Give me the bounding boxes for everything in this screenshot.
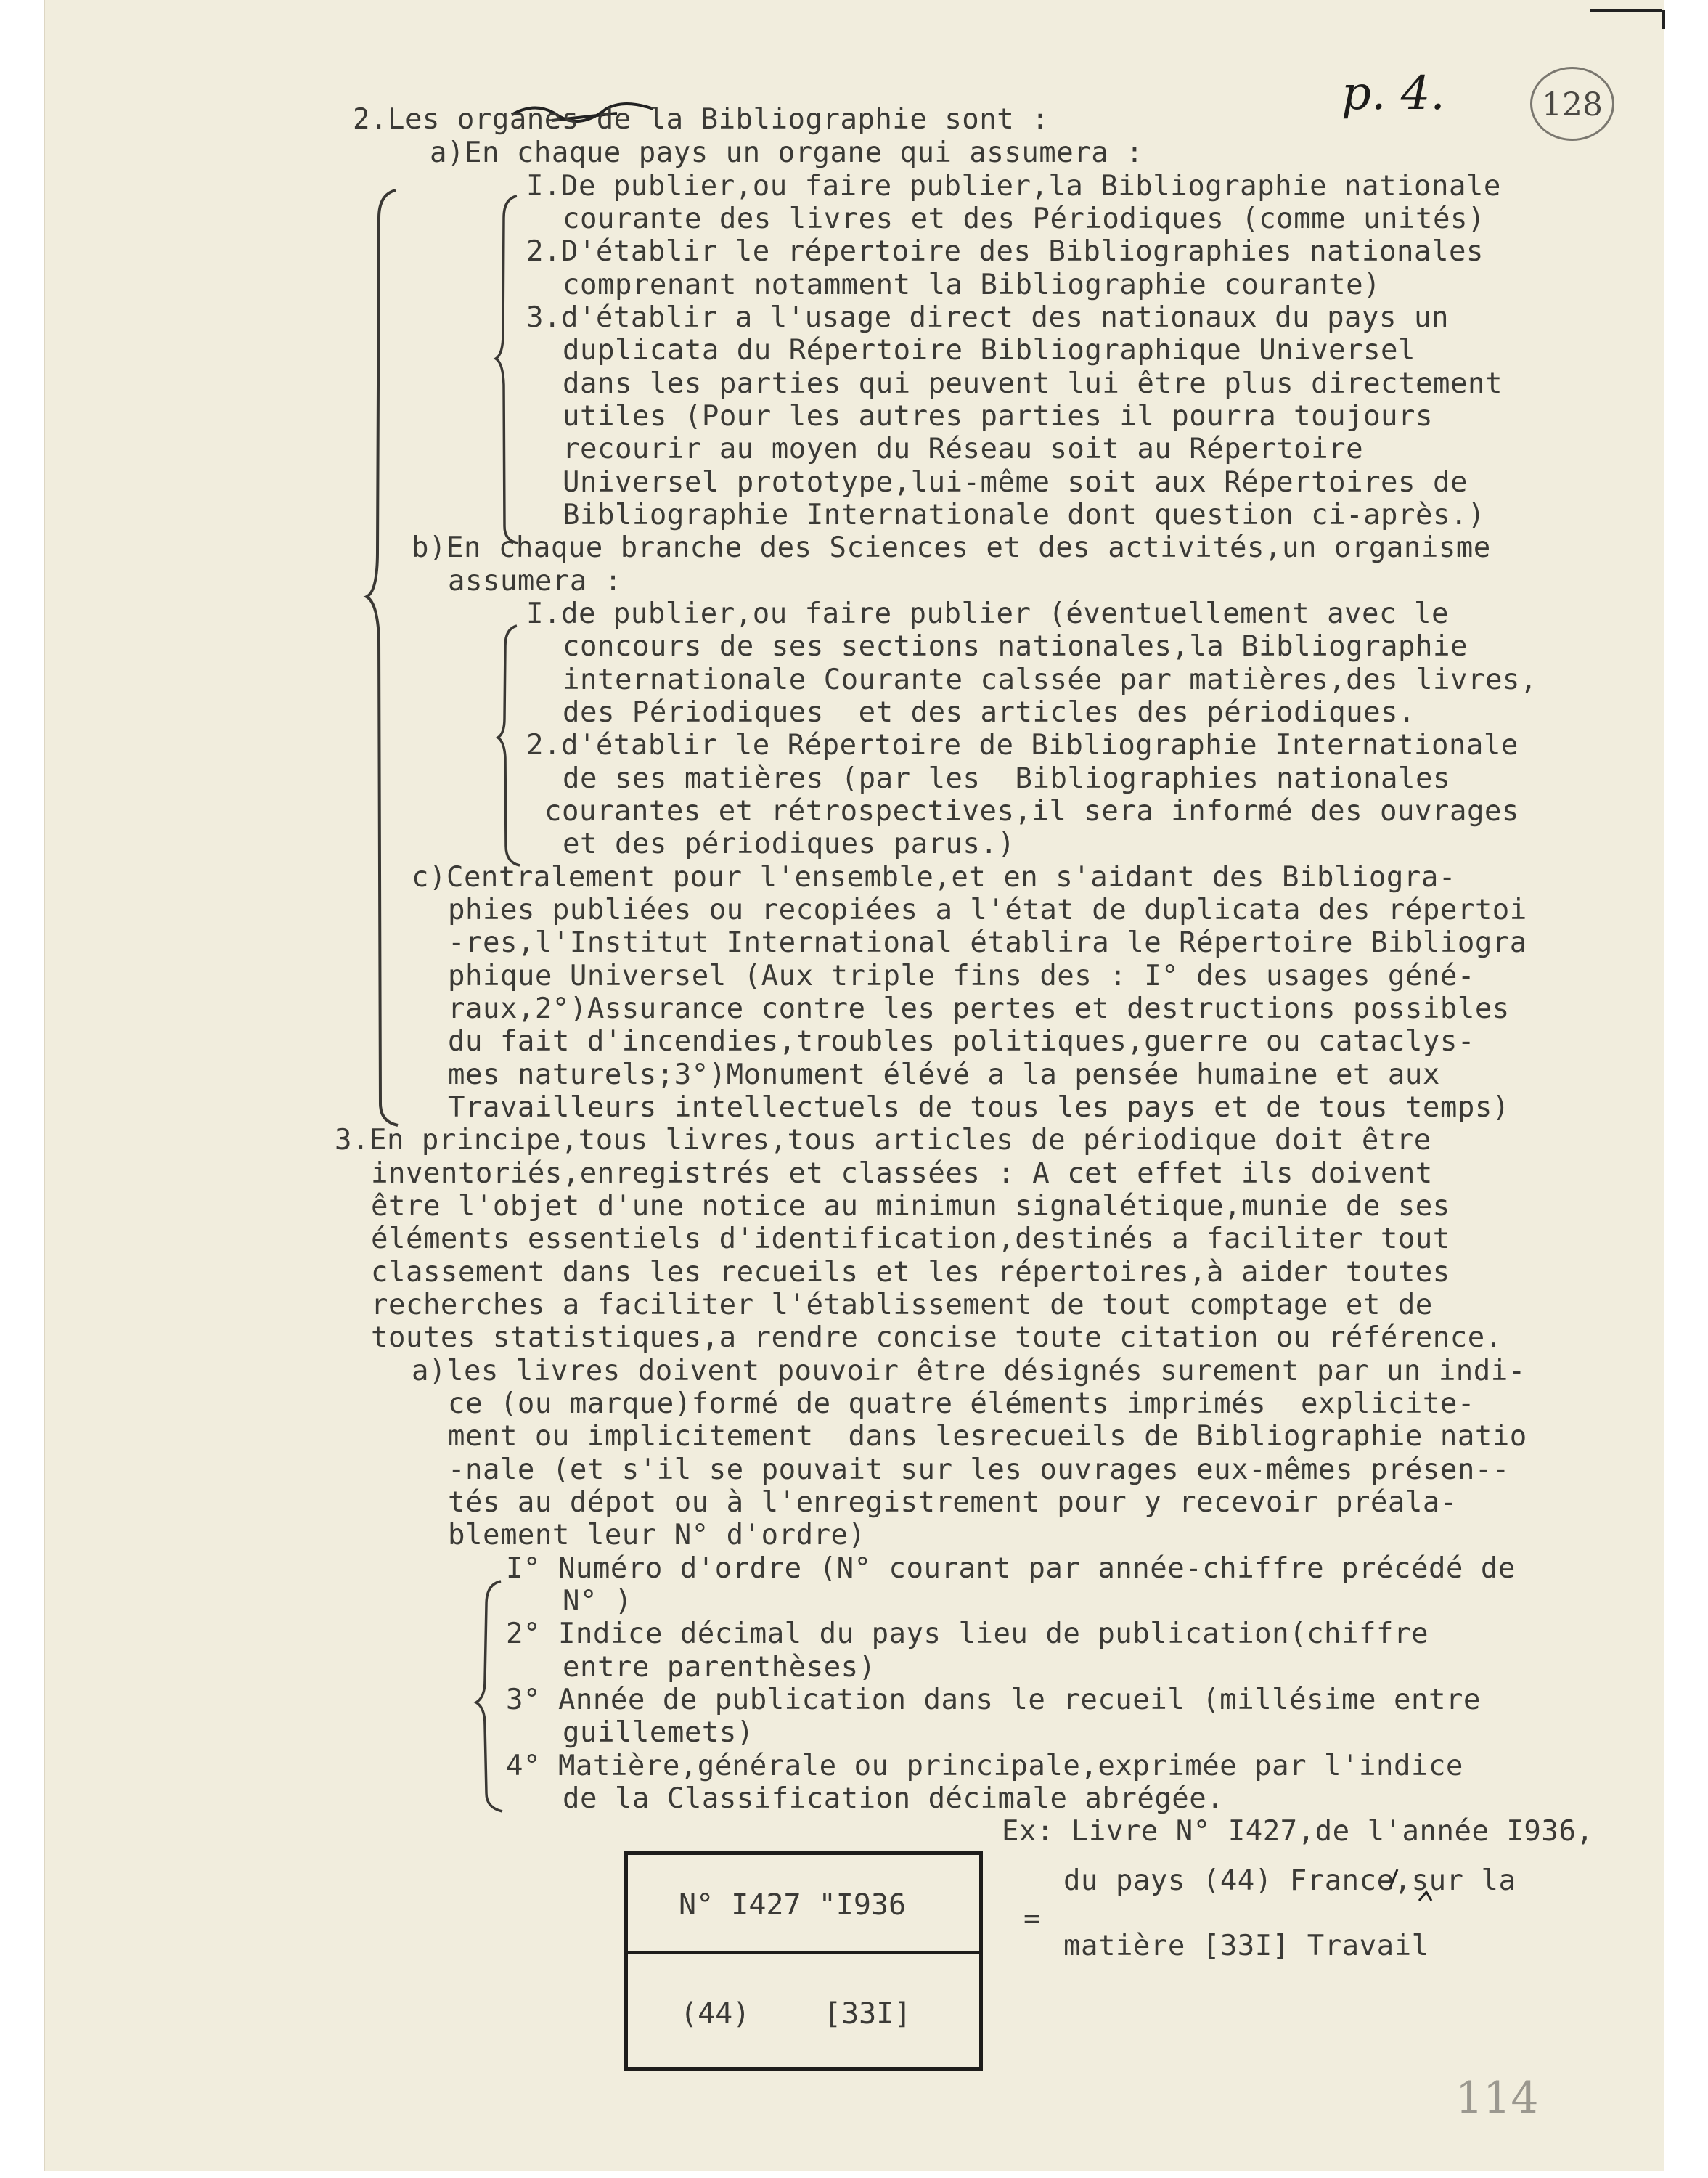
- text-line: 2° Indice décimal du pays lieu de publication(chiffre: [506, 1618, 1429, 1650]
- text-line: phies publiées ou recopiées a l'état de duplicata des répertoi: [448, 894, 1527, 926]
- text-line: phique Universel (Aux triple fins des : I° des usages géné-: [448, 960, 1475, 992]
- text-line: 2.d'établir le Répertoire de Bibliographie Internationale: [526, 729, 1519, 762]
- text-line: ce (ou marque)formé de quatre éléments imprimés explicite-: [448, 1387, 1475, 1420]
- text-line: duplicata du Répertoire Bibliographique Universel: [563, 334, 1416, 367]
- text-line: concours de ses sections nationales,la Bibliographie: [563, 630, 1468, 663]
- text-line: I° Numéro d'ordre (N° courant par année-chiffre précédé de: [506, 1552, 1516, 1585]
- box-subject-index: [33I]: [824, 1997, 912, 2031]
- text-line: éléments essentiels d'identification,destinés a faciliter tout: [371, 1223, 1450, 1255]
- box-divider: [628, 1951, 979, 1954]
- text-line: tés au dépot ou à l'enregistrement pour y recevoir préala-: [448, 1486, 1458, 1519]
- text-line: inventoriés,enregistrés et classées : A cet effet ils doivent: [371, 1157, 1433, 1190]
- text-line: I.De publier,ou faire publier,la Bibliographie nationale: [526, 170, 1501, 203]
- text-line: recourir au moyen du Réseau soit au Répertoire: [563, 433, 1364, 465]
- text-line: c)Centralement pour l'ensemble,et en s'aidant des Bibliogra-: [412, 861, 1456, 894]
- bottom-handwritten-number: 114: [1455, 2073, 1539, 2124]
- text-line: Travailleurs intellectuels de tous les pays et de tous temps): [448, 1091, 1510, 1124]
- text-line: être l'objet d'une notice au minimun signalétique,munie de ses: [371, 1190, 1450, 1223]
- text-line: 3° Année de publication dans le recueil (millésime entre: [506, 1684, 1481, 1716]
- text-line: utiles (Pour les autres parties il pourra toujours: [563, 400, 1433, 433]
- text-line: recherches a faciliter l'établissement de tout comptage et de: [371, 1289, 1433, 1321]
- text-line: -res,l'Institut International établira le Répertoire Bibliogra: [448, 926, 1527, 959]
- text-line: du fait d'incendies,troubles politiques,guerre ou cataclys-: [448, 1025, 1475, 1058]
- text-line: I.de publier,ou faire publier (éventuellement avec le: [526, 597, 1449, 630]
- text-line: 3.En principe,tous livres,tous articles de périodique doit être: [335, 1124, 1431, 1157]
- text-line: et des périodiques parus.): [563, 828, 1016, 860]
- text-line: mes naturels;3°)Monument élévé a la pensée humaine et aux: [448, 1059, 1440, 1091]
- text-line: de la Classification décimale abrégée.: [563, 1782, 1225, 1815]
- text-line: 2.Les organes de la Bibliographie sont :: [353, 103, 1050, 136]
- citation-example-box: [624, 1851, 983, 2071]
- text-line: courantes et rétrospectives,il sera informé des ouvrages: [544, 795, 1519, 828]
- text-line: Universel prototype,lui-même soit aux Répertoires de: [563, 466, 1468, 499]
- text-line: 3.d'établir a l'usage direct des nationaux du pays un: [526, 301, 1449, 334]
- text-line: de ses matières (par les Bibliographies nationales: [563, 762, 1450, 795]
- text-line: -nale (et s'il se pouvait sur les ouvrages eux-mêmes présen--: [448, 1453, 1510, 1486]
- text-line: a)les livres doivent pouvoir être désignés surement par un indi-: [412, 1355, 1526, 1387]
- text-line: N° ): [563, 1585, 632, 1618]
- text-line: comprenant notamment la Bibliographie courante): [563, 269, 1381, 301]
- text-line: 2.D'établir le répertoire des Bibliographies nationales: [526, 235, 1484, 268]
- box-number-year: N° I427 "I936: [679, 1888, 907, 1922]
- text-line: des Périodiques et des articles des périodiques.: [563, 696, 1416, 729]
- page-number-mark: p. 4.: [1341, 67, 1445, 121]
- box-country-index: (44): [680, 1997, 751, 2031]
- text-line: courante des livres et des Périodiques (comme unités): [563, 203, 1485, 235]
- text-line: 4° Matière,générale ou principale,exprimée par l'indice: [506, 1750, 1463, 1782]
- text-line: guillemets): [563, 1716, 754, 1749]
- text-line: entre parenthèses): [563, 1651, 876, 1684]
- folio-stamp: [1530, 67, 1614, 141]
- text-line: =: [1023, 1903, 1041, 1936]
- text-line: du pays (44) France,sur la: [1063, 1864, 1516, 1897]
- text-line: blement leur N° d'ordre): [448, 1519, 866, 1551]
- text-line: raux,2°)Assurance contre les pertes et destructions possibles: [448, 992, 1510, 1025]
- text-line: assumera :: [448, 565, 622, 597]
- text-line: toutes statistiques,a rendre concise toute citation ou référence.: [371, 1321, 1503, 1354]
- text-line: Ex: Livre N° I427,de l'année I936,: [1002, 1815, 1594, 1848]
- text-line: b)En chaque branche des Sciences et des activités,un organisme: [412, 531, 1491, 564]
- text-line: ment ou implicitement dans lesrecueils de Bibliographie natio: [448, 1420, 1527, 1453]
- text-line: Bibliographie Internationale dont question ci-après.): [563, 499, 1485, 531]
- text-line: a)En chaque pays un organe qui assumera :: [430, 136, 1144, 169]
- text-line: matière [33I] Travail: [1063, 1930, 1429, 1962]
- text-line: internationale Courante calssée par matières,des livres,: [563, 664, 1537, 696]
- folio-number: 128: [1542, 86, 1603, 123]
- text-line: classement dans les recueils et les répertoires,à aider toutes: [371, 1256, 1450, 1289]
- text-line: dans les parties qui peuvent lui être plus directement: [563, 367, 1503, 400]
